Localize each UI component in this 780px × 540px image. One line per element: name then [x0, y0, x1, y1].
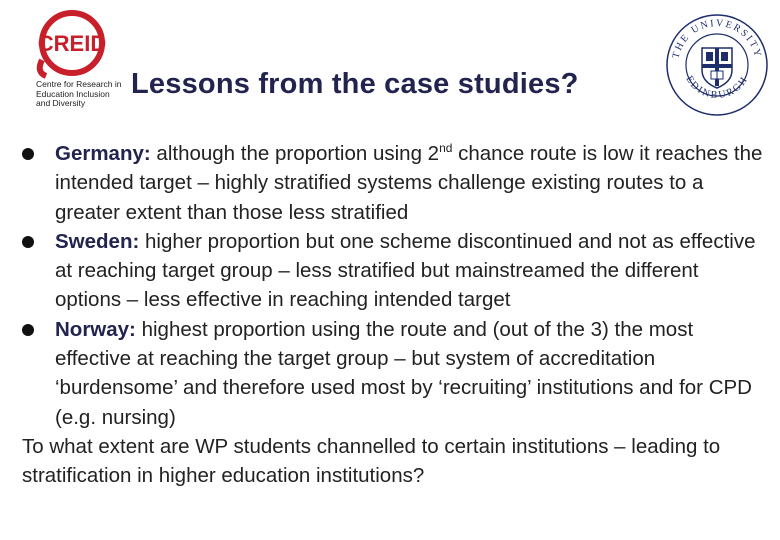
slide-content — [22, 139, 767, 491]
bullet-label: Sweden: — [55, 229, 140, 253]
bullet-icon — [22, 324, 34, 336]
bullet-germany — [22, 139, 767, 227]
bullet-icon — [22, 236, 34, 248]
creid-caption-line: Centre for Research in — [36, 79, 122, 89]
bullet-norway — [22, 315, 767, 432]
seal-lower-text: EDINBURGH — [683, 73, 751, 102]
bullet-icon — [22, 148, 34, 160]
bullet-text: chance route is low it reaches the intended target – highly stratified systems challenge existing routes to a greater extent than those less stratified — [55, 142, 763, 224]
bullet-superscript: nd — [439, 141, 453, 156]
seal-shield-icon — [702, 48, 732, 88]
bullet-text: higher proportion but one scheme discontinued and not as effective at reaching target group – less stratified but mainstreamed the different options – less effective in reaching intended target — [55, 229, 756, 312]
creid-caption-line: Education Inclusion — [36, 88, 110, 99]
bullet-label: Norway: — [55, 317, 136, 341]
university-seal — [664, 12, 770, 118]
creid-caption-line: and Diversity — [36, 98, 86, 108]
slide-title: Lessons from the case studies? — [131, 68, 579, 100]
bullet-label: Germany: — [55, 142, 151, 165]
seal-upper-text: THE UNIVERSITY — [670, 17, 764, 60]
creid-logo-mark — [36, 10, 116, 80]
creid-logo-text: CREID — [37, 31, 107, 56]
bullet-text: highest proportion using the route and (out of the 3) the most effective at reaching the target group – but system of accreditation ‘burdensome’ and therefore used most by ‘recruiting’ institutions and for CPD (e.g. nursing) — [55, 317, 752, 429]
bullet-sweden — [22, 227, 767, 315]
creid-logo — [36, 10, 122, 110]
bullet-text: although the proportion using 2 — [150, 142, 440, 165]
closing-question: To what extent are WP students channelled to certain institutions – leading to stratification in higher education institutions? — [22, 434, 721, 488]
creid-caption — [36, 80, 126, 109]
